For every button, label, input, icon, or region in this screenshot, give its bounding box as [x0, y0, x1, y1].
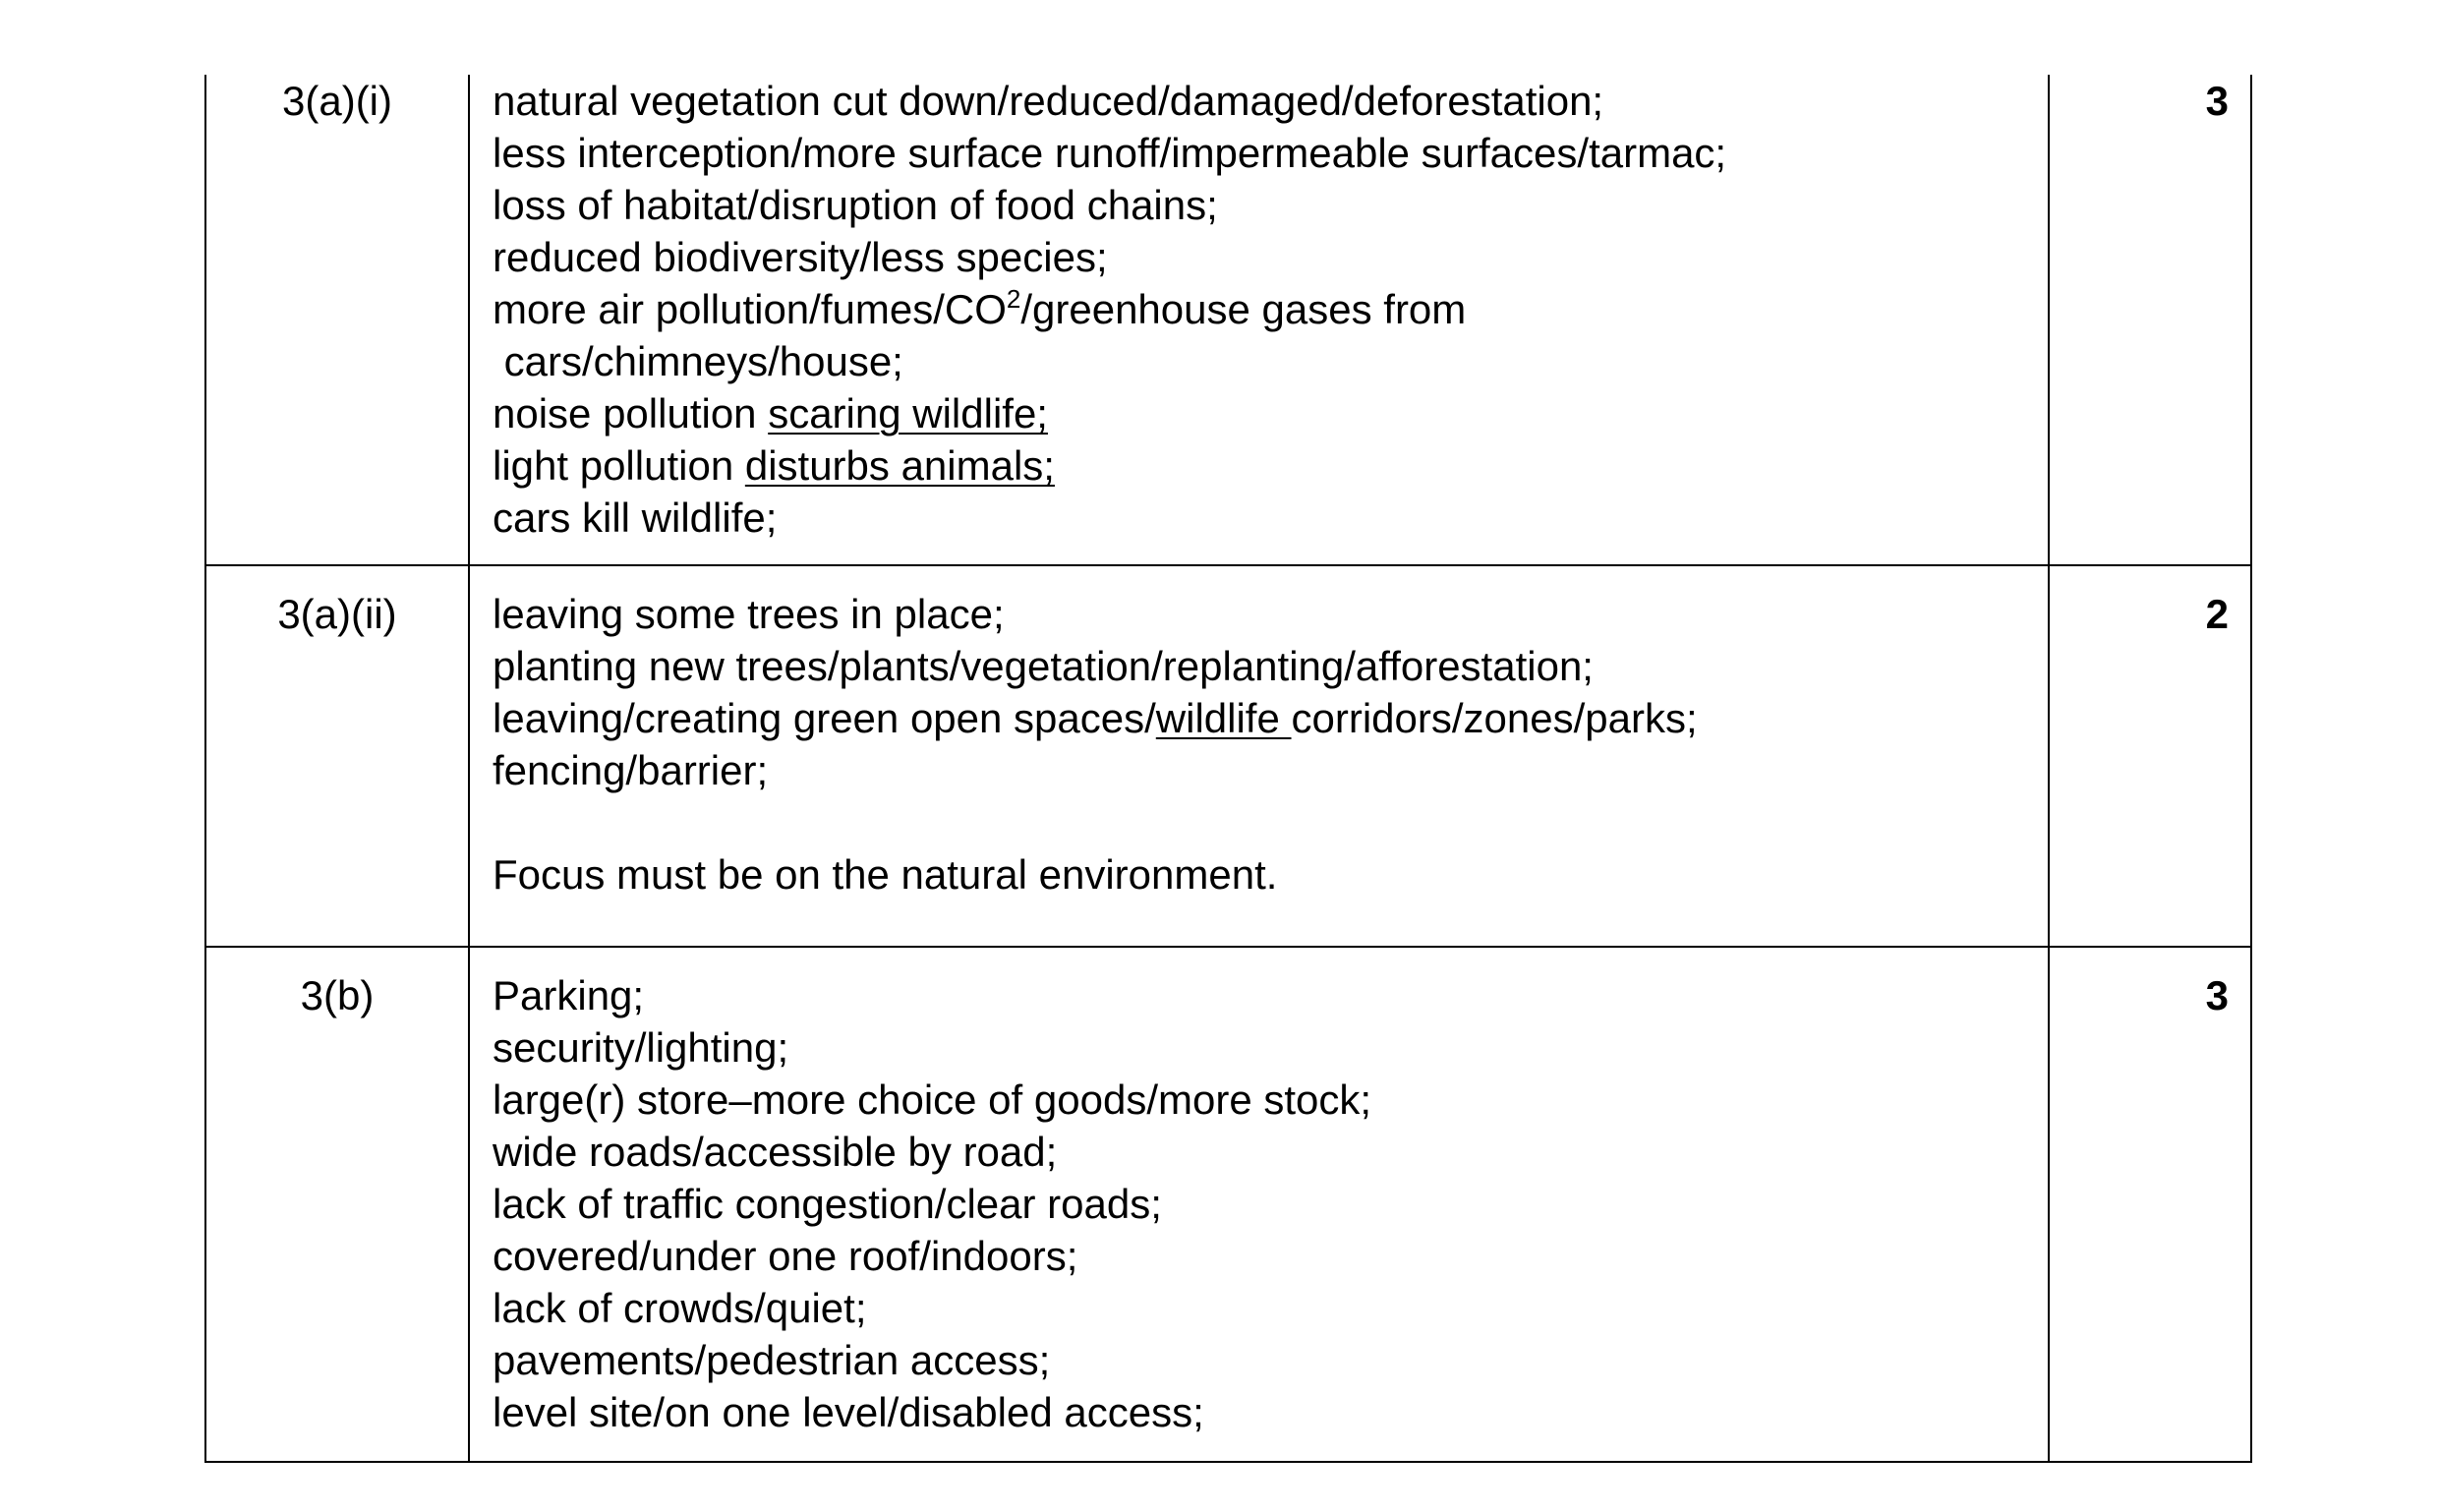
guidance-note: Focus must be on the natural environment. [493, 851, 1278, 898]
answer-line: lack of traffic congestion/clear roads; [493, 1181, 1162, 1227]
answer-cell [469, 565, 2049, 947]
answer-line: fencing/barrier; [493, 747, 769, 793]
answer-text: /greenhouse gases from [1020, 286, 1467, 332]
answer-line: loss of habitat/disruption of food chains; [493, 182, 1218, 228]
marks-value: 3 [2049, 947, 2251, 1462]
table-row [205, 75, 2251, 565]
answer-line: wide roads/accessible by road; [493, 1129, 1058, 1175]
answer-text: noise pollution [493, 390, 769, 436]
answer-line [493, 439, 2038, 492]
blank-line [493, 796, 2038, 848]
answer-text: leaving/creating green open spaces/ [493, 695, 1156, 741]
question-number: 3(a)(ii) [205, 565, 469, 947]
answer-line: security/lighting; [493, 1024, 789, 1071]
answer-line: level site/on one level/disabled access; [493, 1389, 1204, 1435]
underlined-text: disturbs animals; [744, 442, 1055, 489]
answer-line: covered/under one roof/indoors; [493, 1233, 1078, 1279]
answer-line: less interception/more surface runoff/impermeable surfaces/tarmac; [493, 130, 1727, 176]
mark-scheme-table [204, 75, 2252, 1463]
answer-text: light pollution [493, 442, 745, 489]
answer-line: natural vegetation cut down/reduced/damaged/deforestation; [493, 78, 1604, 124]
answer-line: pavements/pedestrian access; [493, 1337, 1051, 1383]
answer-line: Parking; [493, 972, 645, 1018]
answer-text: more air pollution/fumes/CO [493, 286, 1007, 332]
superscript-text: 2 [1006, 284, 1021, 314]
answer-line: cars/chimneys/house; [493, 338, 903, 384]
answer-text: corridors/zones/parks; [1291, 695, 1698, 741]
underlined-text: wildlife [1155, 695, 1292, 741]
table-row [205, 947, 2251, 1462]
answer-line: cars kill wildlife; [493, 494, 778, 541]
answer-cell [469, 75, 2049, 565]
marks-value: 3 [2049, 75, 2251, 565]
table-row [205, 565, 2251, 947]
answer-line: reduced biodiversity/less species; [493, 234, 1108, 280]
answer-line: planting new trees/plants/vegetation/replanting/afforestation; [493, 643, 1594, 689]
marks-value: 2 [2049, 565, 2251, 947]
answer-line [493, 387, 2038, 439]
question-number: 3(b) [205, 947, 469, 1462]
underlined-text: scaring wildlife; [768, 390, 1048, 436]
answer-line [493, 692, 2038, 744]
question-number: 3(a)(i) [205, 75, 469, 565]
answer-line: leaving some trees in place; [493, 591, 1005, 637]
answer-line: large(r) store–more choice of goods/more stock; [493, 1076, 1372, 1123]
answer-line [493, 283, 2038, 335]
answer-cell [469, 947, 2049, 1462]
answer-line: lack of crowds/quiet; [493, 1285, 867, 1331]
